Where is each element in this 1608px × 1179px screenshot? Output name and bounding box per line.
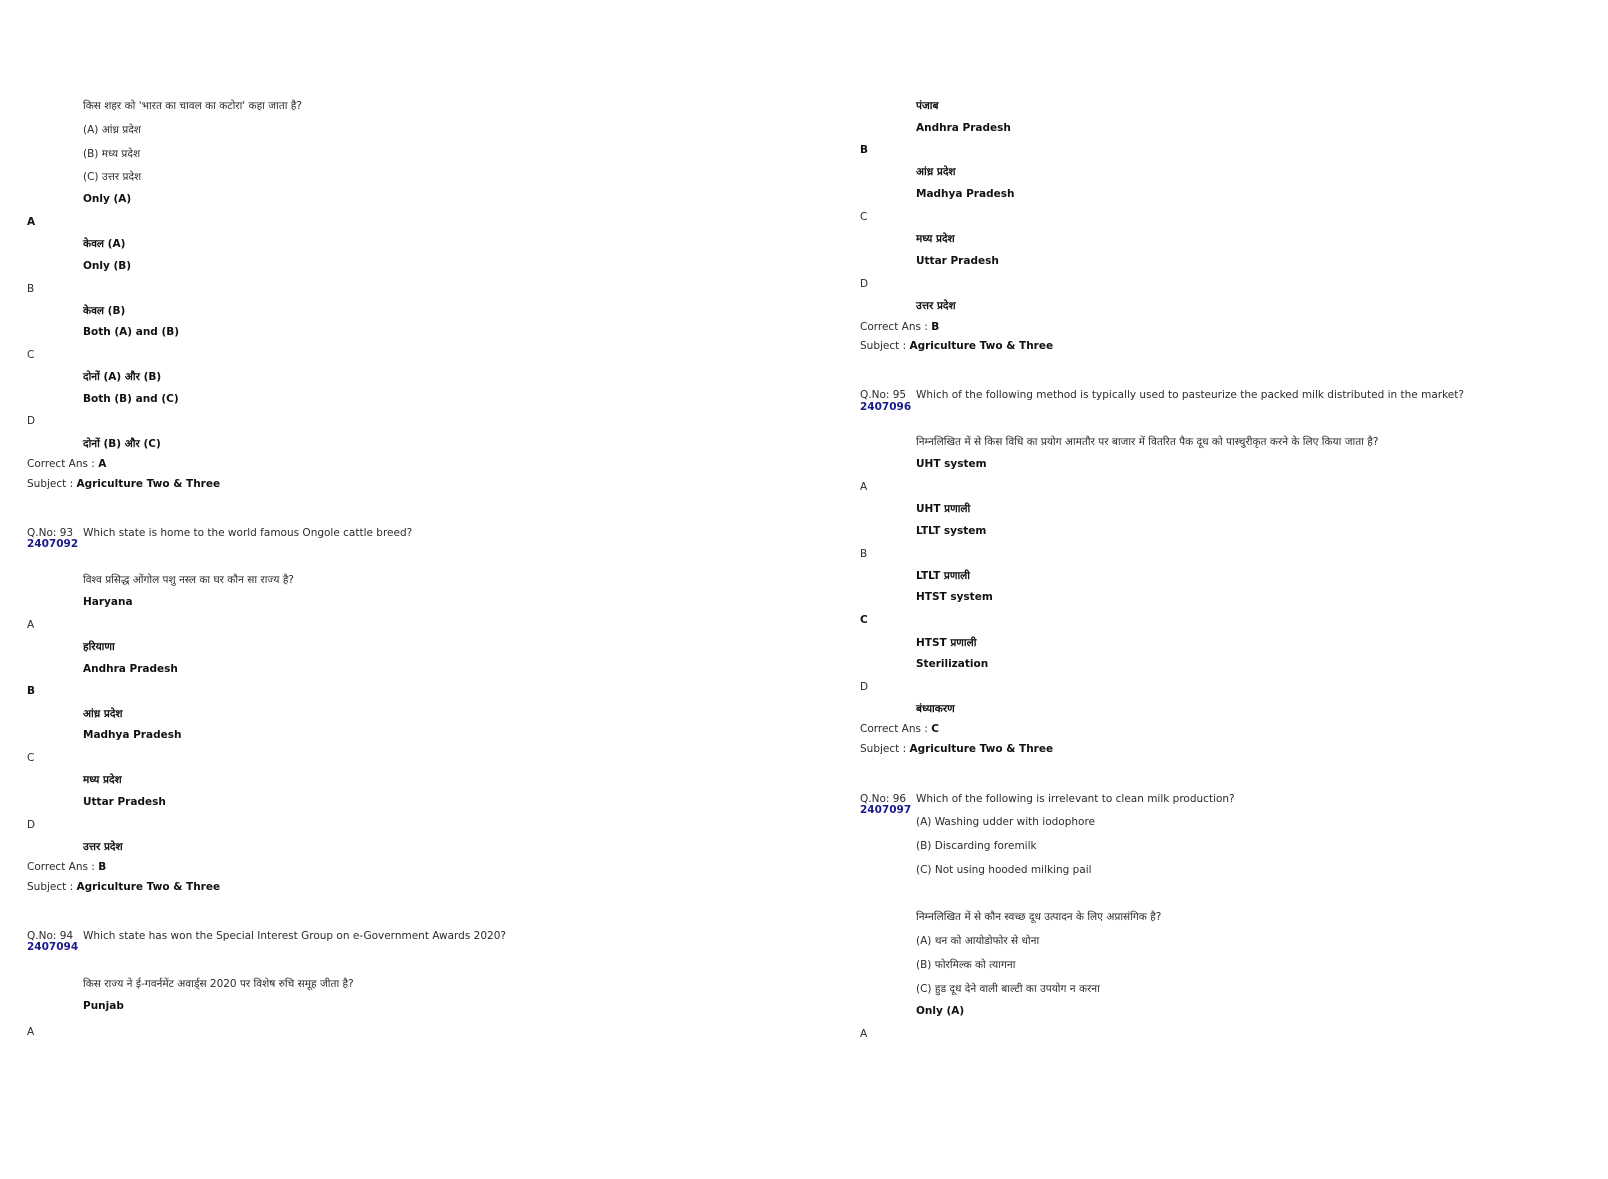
correct-answer (27, 458, 106, 471)
question-number: Q.No: 96 (860, 793, 907, 805)
subject (27, 478, 220, 491)
question-hindi: किस शहर को 'भारत का चावल का कटोरा' कहा जाता है? (83, 100, 302, 112)
option-letter-c: C (860, 211, 868, 223)
option-3-hindi: HTST प्रणाली (916, 637, 977, 649)
statement-c-hindi: (C) हुड दूध देने वाली बाल्टी का उपयोग न करना (916, 983, 1100, 995)
subject-label: Subject : (860, 340, 907, 352)
option-letter-c: C (27, 349, 35, 361)
correct-answer-label: Correct Ans : (27, 861, 95, 873)
option-3-english: Both (A) and (B) (83, 326, 180, 338)
option-3-hindi: मध्य प्रदेश (83, 774, 122, 786)
option-letter-c: C (27, 752, 35, 764)
option-letter-b: B (860, 144, 869, 156)
option-3-english: Madhya Pradesh (916, 188, 1015, 200)
question-english: Which state has won the Special Interest Group on e-Government Awards 2020? (83, 930, 506, 942)
option-4-english: Uttar Pradesh (916, 255, 999, 267)
option-4-hindi: बंध्याकरण (916, 703, 955, 715)
option-letter-b: B (27, 283, 35, 295)
correct-answer-value: B (98, 861, 107, 873)
option-4-english: Sterilization (916, 658, 989, 670)
option-1-english: UHT system (916, 458, 987, 470)
option-letter-c: C (860, 614, 868, 626)
question-hindi: किस राज्य ने ई-गवर्नमेंट अवार्ड्स 2020 पर विशेष रुचि समूह जीता है? (83, 978, 354, 990)
option-3-english: HTST system (916, 591, 993, 603)
option-letter-d: D (27, 415, 36, 427)
option-1-english: Only (A) (83, 193, 132, 205)
option-4-hindi: उत्तर प्रदेश (83, 841, 123, 853)
statement-b-hindi: (B) फोरमिल्क को त्यागना (916, 959, 1016, 971)
question-hindi: विश्व प्रसिद्ध ओंगोल पशु नस्ल का घर कौन सा राज्य है? (83, 574, 295, 586)
correct-answer-label: Correct Ans : (860, 321, 928, 333)
option-2-hindi: केवल (B) (83, 305, 126, 317)
subject-value: Agriculture Two & Three (909, 340, 1054, 352)
correct-answer-value: B (931, 321, 940, 333)
correct-answer-label: Correct Ans : (860, 723, 928, 735)
correct-answer (860, 723, 939, 736)
statement-b-english: (B) Discarding foremilk (916, 840, 1037, 852)
statement-b: (B) मध्य प्रदेश (83, 148, 141, 160)
subject-label: Subject : (860, 743, 907, 755)
option-letter-b: B (860, 548, 868, 560)
correct-answer-value: C (931, 723, 939, 735)
question-number: Q.No: 95 (860, 389, 907, 401)
option-3-hindi: दोनों (A) और (B) (83, 371, 162, 383)
subject (860, 743, 1053, 756)
question-english: Which of the following is irrelevant to clean milk production? (916, 793, 1235, 805)
subject (27, 881, 220, 894)
option-1-english: Punjab (83, 1000, 124, 1012)
question-hindi: निम्नलिखित में से किस विधि का प्रयोग आमतौर पर बाजार में वितरित पैक दूध को पास्चुरीकृत करने के लिए किया जाता है? (916, 436, 1379, 448)
question-english: Which state is home to the world famous Ongole cattle breed? (83, 527, 413, 539)
option-1-hindi: हरियाणा (83, 641, 115, 653)
question-number: Q.No: 93 (27, 527, 74, 539)
option-letter-d: D (860, 681, 869, 693)
subject-label: Subject : (27, 881, 74, 893)
option-2-hindi: आंध्र प्रदेश (916, 166, 956, 178)
option-letter-a: A (860, 1028, 868, 1040)
option-3-english: Madhya Pradesh (83, 729, 182, 741)
option-2-english: LTLT system (916, 525, 987, 537)
question-id: 2407097 (860, 804, 912, 816)
option-letter-a: A (860, 481, 868, 493)
option-letter-a: A (27, 216, 36, 228)
correct-answer-value: A (98, 458, 107, 470)
question-id: 2407092 (27, 538, 79, 550)
option-1-english: Haryana (83, 596, 133, 608)
option-letter-d: D (860, 278, 869, 290)
subject-label: Subject : (27, 478, 74, 490)
option-4-hindi: दोनों (B) और (C) (83, 438, 161, 450)
question-english: Which of the following method is typically used to pasteurize the packed milk distributed in the market? (916, 389, 1464, 401)
option-2-english: Only (B) (83, 260, 132, 272)
option-2-english: Andhra Pradesh (83, 663, 178, 675)
statement-c: (C) उत्तर प्रदेश (83, 171, 142, 183)
subject-value: Agriculture Two & Three (909, 743, 1054, 755)
subject-value: Agriculture Two & Three (76, 881, 221, 893)
option-letter-a: A (27, 619, 35, 631)
option-2-english: Andhra Pradesh (916, 122, 1011, 134)
statement-c-english: (C) Not using hooded milking pail (916, 864, 1092, 876)
option-4-english: Uttar Pradesh (83, 796, 166, 808)
option-3-hindi: मध्य प्रदेश (916, 233, 955, 245)
statement-a: (A) आंध्र प्रदेश (83, 124, 141, 136)
option-1-hindi: केवल (A) (83, 238, 126, 250)
option-1-english: Only (A) (916, 1005, 965, 1017)
option-1-hindi: UHT प्रणाली (916, 503, 971, 515)
correct-answer (27, 861, 106, 874)
question-hindi: निम्नलिखित में से कौन स्वच्छ दूध उत्पादन के लिए अप्रासंगिक है? (916, 911, 1162, 923)
statement-a-hindi: (A) थन को आयोडोफोर से धोना (916, 935, 1040, 947)
correct-answer-label: Correct Ans : (27, 458, 95, 470)
question-id: 2407094 (27, 941, 79, 953)
subject (860, 340, 1053, 353)
question-number: Q.No: 94 (27, 930, 74, 942)
option-1-hindi: पंजाब (916, 100, 939, 112)
correct-answer (860, 321, 939, 334)
question-id: 2407096 (860, 401, 912, 413)
option-2-hindi: LTLT प्रणाली (916, 570, 971, 582)
option-4-english: Both (B) and (C) (83, 393, 179, 405)
subject-value: Agriculture Two & Three (76, 478, 221, 490)
option-4-hindi: उत्तर प्रदेश (916, 300, 956, 312)
statement-a-english: (A) Washing udder with iodophore (916, 816, 1095, 828)
option-letter-a: A (27, 1026, 35, 1038)
option-letter-b: B (27, 685, 36, 697)
option-letter-d: D (27, 819, 36, 831)
option-2-hindi: आंध्र प्रदेश (83, 708, 123, 720)
